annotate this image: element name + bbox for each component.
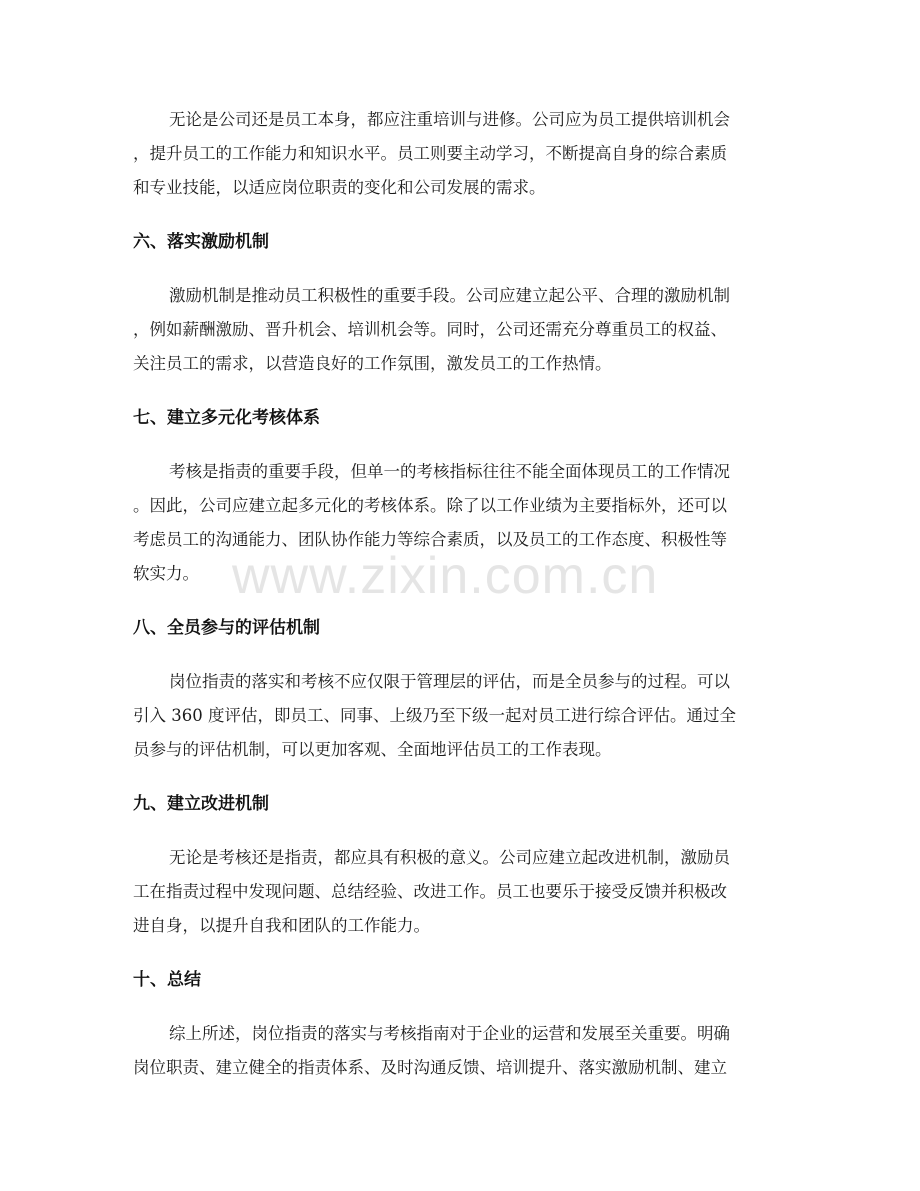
section-heading-improvement: 九、建立改进机制 [133,794,269,814]
paragraph-line: 岗位指责的落实和考核不应仅限于管理层的评估，而是全员参与的过程。可以 [169,672,730,691]
paragraph-evaluation [133,665,793,767]
paragraph-line: 和专业技能，以适应岗位职责的变化和公司发展的需求。 [133,178,546,197]
paragraph-line: 激励机制是推动员工积极性的重要手段。公司应建立起公平、合理的激励机制 [169,286,730,305]
paragraph-line: 关注员工的需求，以营造良好的工作氛围，激发员工的工作热情。 [133,354,612,373]
paragraph-assessment [133,455,793,591]
paragraph-line: 引入 360 度评估，即员工、同事、上级乃至下级一起对员工进行综合评估。通过全 [133,706,736,725]
watermark: www.zixin.com.cn [232,547,659,605]
paragraph-summary [133,1017,793,1085]
paragraph-improvement [133,841,793,943]
section-heading-evaluation: 八、全员参与的评估机制 [133,618,320,638]
paragraph-incentive [133,279,793,381]
paragraph-line: 岗位职责、建立健全的指责体系、及时沟通反馈、培训提升、落实激励机制、建立 [133,1058,727,1077]
section-heading-incentive: 六、落实激励机制 [133,232,269,252]
paragraph-line: 无论是公司还是员工本身，都应注重培训与进修。公司应为员工提供培训机会 [169,110,730,129]
paragraph-line: ，提升员工的工作能力和知识水平。员工则要主动学习，不断提高自身的综合素质 [133,144,727,163]
paragraph-line: 考核是指责的重要手段，但单一的考核指标往往不能全面体现员工的工作情况 [169,462,730,481]
paragraph-line: 考虑员工的沟通能力、团队协作能力等综合素质，以及员工的工作态度、积极性等 [133,530,727,549]
paragraph-line: 进自身，以提升自我和团队的工作能力。 [133,916,430,935]
paragraph-line: 工在指责过程中发现问题、总结经验、改进工作。员工也要乐于接受反馈并积极改 [133,882,727,901]
paragraph-line: ，例如薪酬激励、晋升机会、培训机会等。同时，公司还需充分尊重员工的权益、 [133,320,727,339]
paragraph-line: 软实力。 [133,564,199,583]
section-heading-assessment: 七、建立多元化考核体系 [133,408,320,428]
document-body [133,103,793,1085]
paragraph-training [133,103,793,205]
section-heading-summary: 十、总结 [133,970,201,990]
paragraph-line: 无论是考核还是指责，都应具有积极的意义。公司应建立起改进机制，激励员 [169,848,730,867]
paragraph-line: 综上所述，岗位指责的落实与考核指南对于企业的运营和发展至关重要。明确 [169,1024,730,1043]
paragraph-line: 。因此，公司应建立起多元化的考核体系。除了以工作业绩为主要指标外，还可以 [133,496,727,515]
paragraph-line: 员参与的评估机制，可以更加客观、全面地评估员工的工作表现。 [133,740,612,759]
